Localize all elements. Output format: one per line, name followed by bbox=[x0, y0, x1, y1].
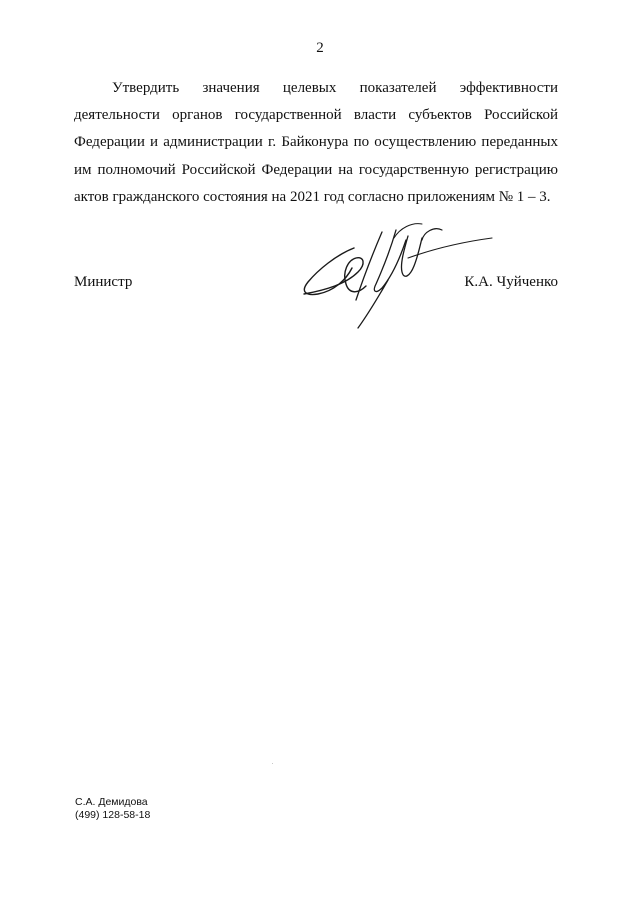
page-number: 2 bbox=[316, 40, 324, 56]
signer-position: Министр bbox=[74, 274, 133, 290]
body-paragraph: Утвердить значения целевых показателей эффективности деятельности органов государственной власти субъектов Российской Федерации и администрации г. Байконура по осуществлению переданных им полномочий Российской Федерации на государственную регистрацию актов гражданского состояния на 2021 год согласно приложениям № 1 – 3. bbox=[74, 80, 558, 205]
executor-phone: (499) 128-58-18 bbox=[75, 809, 151, 821]
executor-name: С.А. Демидова bbox=[75, 796, 148, 808]
handwritten-signature-icon bbox=[296, 210, 496, 330]
signer-name: К.А. Чуйченко bbox=[464, 274, 558, 290]
executor-info bbox=[75, 796, 150, 822]
scan-speck bbox=[272, 763, 273, 764]
